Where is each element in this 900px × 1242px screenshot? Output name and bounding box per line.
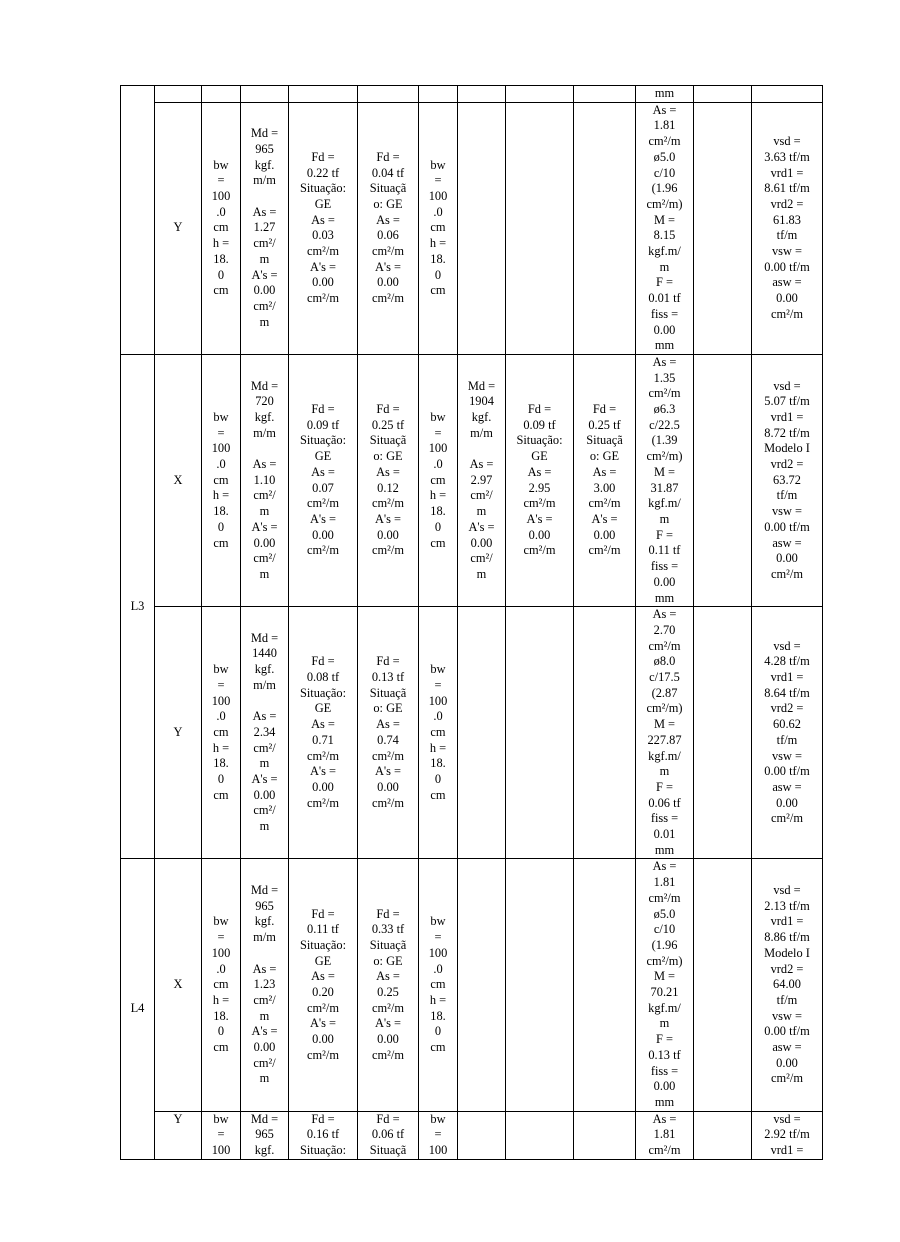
axial-force-cell: Fd = 0.04 tf Situaçã o: GE As = 0.06 cm²/m A's = 0.00 cm²/m xyxy=(358,102,419,354)
serviceability-cell: As = 1.81 cm²/m ø5.0 c/10 (1.96 cm²/m) M = 70.21 kgf.m/ m F = 0.13 tf fiss = 0.00 mm xyxy=(636,859,694,1111)
negative-moment-cell: Md = 1440 kgf. m/m As = 2.34 cm²/ m A's = 0.00 cm²/ m xyxy=(241,607,289,859)
direction-cell: X xyxy=(155,859,202,1111)
serviceability-cell: As = 1.35 cm²/m ø6.3 c/22.5 (1.39 cm²/m) M = 31.87 kgf.m/ m F = 0.11 tf fiss = 0.00 mm xyxy=(636,354,694,606)
axial-force-cell: Fd = 0.11 tf Situação: GE As = 0.20 cm²/m A's = 0.00 cm²/m xyxy=(289,859,358,1111)
section-cell: bw = 100 .0 cm h = 18. 0 cm xyxy=(202,607,241,859)
axial-force-cell xyxy=(358,86,419,103)
axial-force-cell xyxy=(506,607,574,859)
slab-cell xyxy=(121,86,155,355)
section-cell: bw = 100 .0 cm h = 18. 0 cm xyxy=(202,859,241,1111)
axial-force-cell xyxy=(506,1111,574,1159)
direction-cell: Y xyxy=(155,102,202,354)
section-cell xyxy=(202,86,241,103)
section-cell: bw = 100 .0 cm h = 18. 0 cm xyxy=(202,354,241,606)
positive-moment-cell xyxy=(458,102,506,354)
positive-moment-cell: Md = 1904 kgf. m/m As = 2.97 cm²/ m A's = 0.00 cm²/ m xyxy=(458,354,506,606)
section-cell: bw = 100 xyxy=(419,1111,458,1159)
table-row xyxy=(121,859,823,1111)
direction-cell: Y xyxy=(155,607,202,859)
slab-cell: L4 xyxy=(121,859,155,1159)
axial-force-cell xyxy=(506,859,574,1111)
shear-cell: vsd = 2.92 tf/m vrd1 = xyxy=(752,1111,823,1159)
empty-cell xyxy=(694,1111,752,1159)
table-row xyxy=(121,354,823,606)
section-cell: bw = 100 .0 cm h = 18. 0 cm xyxy=(419,354,458,606)
table-row xyxy=(121,102,823,354)
negative-moment-cell: Md = 965 kgf. m/m As = 1.23 cm²/ m A's = 0.00 cm²/ m xyxy=(241,859,289,1111)
section-cell: bw = 100 .0 cm h = 18. 0 cm xyxy=(419,859,458,1111)
axial-force-cell: Fd = 0.13 tf Situaçã o: GE As = 0.74 cm²/m A's = 0.00 cm²/m xyxy=(358,607,419,859)
negative-moment-cell: Md = 965 kgf. xyxy=(241,1111,289,1159)
axial-force-cell: Fd = 0.16 tf Situação: xyxy=(289,1111,358,1159)
positive-moment-cell xyxy=(458,1111,506,1159)
table-row xyxy=(121,1111,823,1159)
axial-force-cell xyxy=(506,102,574,354)
slab-cell: L3 xyxy=(121,354,155,859)
negative-moment-cell xyxy=(241,86,289,103)
section-cell: bw = 100 .0 cm h = 18. 0 cm xyxy=(419,102,458,354)
axial-force-cell: Fd = 0.06 tf Situaçã xyxy=(358,1111,419,1159)
serviceability-cell: As = 1.81 cm²/m ø5.0 c/10 (1.96 cm²/m) M = 8.15 kgf.m/ m F = 0.01 tf fiss = 0.00 mm xyxy=(636,102,694,354)
section-cell xyxy=(419,86,458,103)
shear-cell: vsd = 3.63 tf/m vrd1 = 8.61 tf/m vrd2 = 61.83 tf/m vsw = 0.00 tf/m asw = 0.00 cm²/m xyxy=(752,102,823,354)
shear-cell: vsd = 4.28 tf/m vrd1 = 8.64 tf/m vrd2 = 60.62 tf/m vsw = 0.00 tf/m asw = 0.00 cm²/m xyxy=(752,607,823,859)
axial-force-cell: Fd = 0.22 tf Situação: GE As = 0.03 cm²/m A's = 0.00 cm²/m xyxy=(289,102,358,354)
axial-force-cell: Fd = 0.08 tf Situação: GE As = 0.71 cm²/m A's = 0.00 cm²/m xyxy=(289,607,358,859)
axial-force-cell xyxy=(289,86,358,103)
axial-force-cell xyxy=(574,607,636,859)
serviceability-cell: As = 1.81 cm²/m xyxy=(636,1111,694,1159)
axial-force-cell: Fd = 0.33 tf Situaçã o: GE As = 0.25 cm²/m A's = 0.00 cm²/m xyxy=(358,859,419,1111)
empty-cell xyxy=(694,859,752,1111)
shear-cell: vsd = 5.07 tf/m vrd1 = 8.72 tf/m Modelo I vrd2 = 63.72 tf/m vsw = 0.00 tf/m asw = 0.00 cm²/m xyxy=(752,354,823,606)
positive-moment-cell xyxy=(458,859,506,1111)
serviceability-cell: mm xyxy=(636,86,694,103)
serviceability-cell: As = 2.70 cm²/m ø8.0 c/17.5 (2.87 cm²/m) M = 227.87 kgf.m/ m F = 0.06 tf fiss = 0.01 mm xyxy=(636,607,694,859)
section-cell: bw = 100 xyxy=(202,1111,241,1159)
shear-cell xyxy=(752,86,823,103)
shear-cell: vsd = 2.13 tf/m vrd1 = 8.86 tf/m Modelo I vrd2 = 64.00 tf/m vsw = 0.00 tf/m asw = 0.00 cm²/m xyxy=(752,859,823,1111)
table-row xyxy=(121,607,823,859)
axial-force-cell xyxy=(574,859,636,1111)
axial-force-cell: Fd = 0.09 tf Situação: GE As = 0.07 cm²/m A's = 0.00 cm²/m xyxy=(289,354,358,606)
direction-cell xyxy=(155,86,202,103)
empty-cell xyxy=(694,607,752,859)
axial-force-cell: Fd = 0.25 tf Situaçã o: GE As = 0.12 cm²/m A's = 0.00 cm²/m xyxy=(358,354,419,606)
axial-force-cell: Fd = 0.25 tf Situaçã o: GE As = 3.00 cm²/m A's = 0.00 cm²/m xyxy=(574,354,636,606)
axial-force-cell xyxy=(574,102,636,354)
direction-cell: X xyxy=(155,354,202,606)
axial-force-cell xyxy=(506,86,574,103)
section-cell: bw = 100 .0 cm h = 18. 0 cm xyxy=(419,607,458,859)
axial-force-cell: Fd = 0.09 tf Situação: GE As = 2.95 cm²/m A's = 0.00 cm²/m xyxy=(506,354,574,606)
positive-moment-cell xyxy=(458,607,506,859)
axial-force-cell xyxy=(574,86,636,103)
empty-cell xyxy=(694,354,752,606)
negative-moment-cell: Md = 965 kgf. m/m As = 1.27 cm²/ m A's = 0.00 cm²/ m xyxy=(241,102,289,354)
slab-design-table xyxy=(120,85,823,1160)
axial-force-cell xyxy=(574,1111,636,1159)
direction-cell: Y xyxy=(155,1111,202,1159)
negative-moment-cell: Md = 720 kgf. m/m As = 1.10 cm²/ m A's = 0.00 cm²/ m xyxy=(241,354,289,606)
positive-moment-cell xyxy=(458,86,506,103)
empty-cell xyxy=(694,86,752,103)
section-cell: bw = 100 .0 cm h = 18. 0 cm xyxy=(202,102,241,354)
empty-cell xyxy=(694,102,752,354)
table-row xyxy=(121,86,823,103)
